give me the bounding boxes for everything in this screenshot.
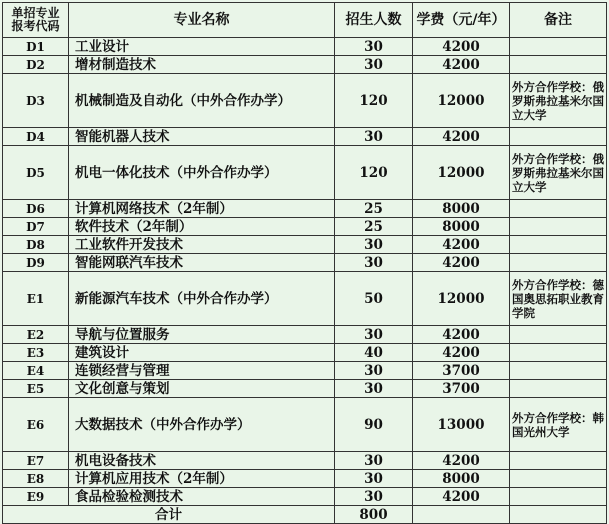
table-row — [3, 326, 607, 344]
row-name: 机电一体化技术（中外合作办学） — [69, 146, 335, 200]
row-name: 增材制造技术 — [69, 56, 335, 74]
row-note — [510, 380, 607, 398]
row-code: D6 — [3, 200, 69, 218]
row-note — [510, 452, 607, 470]
table-row — [3, 254, 607, 272]
row-fee: 12000 — [413, 146, 510, 200]
row-note — [510, 254, 607, 272]
row-note — [510, 200, 607, 218]
table-row — [3, 452, 607, 470]
row-quota: 25 — [335, 218, 413, 236]
row-fee: 8000 — [413, 470, 510, 488]
row-fee: 13000 — [413, 398, 510, 452]
row-fee: 4200 — [413, 56, 510, 74]
row-code: D5 — [3, 146, 69, 200]
row-code: E1 — [3, 272, 69, 326]
row-quota: 30 — [335, 452, 413, 470]
row-name: 软件技术（2年制） — [69, 218, 335, 236]
row-code: D1 — [3, 38, 69, 56]
row-fee: 4200 — [413, 236, 510, 254]
row-note — [510, 488, 607, 506]
table-row — [3, 470, 607, 488]
row-code: E9 — [3, 488, 69, 506]
row-code: E2 — [3, 326, 69, 344]
total-fee-cell — [413, 506, 510, 524]
row-quota: 50 — [335, 272, 413, 326]
header-note: 备注 — [510, 3, 607, 38]
row-name: 机电设备技术 — [69, 452, 335, 470]
row-fee: 12000 — [413, 74, 510, 128]
row-code: E6 — [3, 398, 69, 452]
row-quota: 90 — [335, 398, 413, 452]
table-body — [3, 38, 607, 506]
table-row — [3, 344, 607, 362]
row-name: 计算机网络技术（2年制） — [69, 200, 335, 218]
row-name: 连锁经营与管理 — [69, 362, 335, 380]
table-row — [3, 272, 607, 326]
row-fee: 12000 — [413, 272, 510, 326]
row-code: D3 — [3, 74, 69, 128]
table-row — [3, 380, 607, 398]
row-fee: 4200 — [413, 326, 510, 344]
row-name: 智能网联汽车技术 — [69, 254, 335, 272]
row-name: 文化创意与策划 — [69, 380, 335, 398]
row-quota: 30 — [335, 38, 413, 56]
row-fee: 8000 — [413, 200, 510, 218]
row-fee: 3700 — [413, 380, 510, 398]
row-name: 导航与位置服务 — [69, 326, 335, 344]
header-code: 单招专业 报考代码 — [3, 3, 69, 38]
row-code: D9 — [3, 254, 69, 272]
row-name: 新能源汽车技术（中外合作办学） — [69, 272, 335, 326]
row-fee: 4200 — [413, 488, 510, 506]
row-fee: 4200 — [413, 254, 510, 272]
row-name: 建筑设计 — [69, 344, 335, 362]
table-row — [3, 200, 607, 218]
row-note: 外方合作学校：俄罗斯弗拉基米尔国立大学 — [510, 146, 607, 200]
row-quota: 30 — [335, 236, 413, 254]
header-quota: 招生人数 — [335, 3, 413, 38]
row-note — [510, 128, 607, 146]
row-fee: 4200 — [413, 344, 510, 362]
row-name: 工业软件开发技术 — [69, 236, 335, 254]
table-row — [3, 398, 607, 452]
row-code: E5 — [3, 380, 69, 398]
row-quota: 30 — [335, 488, 413, 506]
row-fee: 8000 — [413, 218, 510, 236]
row-note — [510, 38, 607, 56]
row-quota: 120 — [335, 146, 413, 200]
header-row — [3, 3, 607, 38]
row-quota: 40 — [335, 344, 413, 362]
row-quota: 25 — [335, 200, 413, 218]
total-row — [3, 506, 607, 524]
header-name: 专业名称 — [69, 3, 335, 38]
table-row — [3, 38, 607, 56]
enrollment-table — [2, 2, 607, 524]
row-name: 工业设计 — [69, 38, 335, 56]
row-fee: 4200 — [413, 128, 510, 146]
table-row — [3, 218, 607, 236]
table-row — [3, 362, 607, 380]
row-quota: 30 — [335, 254, 413, 272]
row-note: 外方合作学校：韩国光州大学 — [510, 398, 607, 452]
row-name: 智能机器人技术 — [69, 128, 335, 146]
row-note: 外方合作学校：德国奥思拓职业教育学院 — [510, 272, 607, 326]
row-quota: 30 — [335, 56, 413, 74]
total-note-cell — [510, 506, 607, 524]
row-note — [510, 344, 607, 362]
total-label: 合计 — [3, 506, 335, 524]
table-row — [3, 146, 607, 200]
row-name: 计算机应用技术（2年制） — [69, 470, 335, 488]
row-note — [510, 236, 607, 254]
row-quota: 30 — [335, 128, 413, 146]
row-code: E3 — [3, 344, 69, 362]
row-quota: 30 — [335, 470, 413, 488]
table-row — [3, 488, 607, 506]
row-name: 大数据技术（中外合作办学） — [69, 398, 335, 452]
row-quota: 30 — [335, 362, 413, 380]
table-row — [3, 236, 607, 254]
row-name: 食品检验检测技术 — [69, 488, 335, 506]
row-fee: 3700 — [413, 362, 510, 380]
row-name: 机械制造及自动化（中外合作办学） — [69, 74, 335, 128]
row-fee: 4200 — [413, 38, 510, 56]
total-quota: 800 — [335, 506, 413, 524]
row-code: E8 — [3, 470, 69, 488]
row-fee: 4200 — [413, 452, 510, 470]
row-code: D2 — [3, 56, 69, 74]
row-code: D4 — [3, 128, 69, 146]
row-note — [510, 470, 607, 488]
row-code: D7 — [3, 218, 69, 236]
table-row — [3, 74, 607, 128]
table-row — [3, 128, 607, 146]
header-fee: 学费（元/年） — [413, 3, 510, 38]
row-quota: 30 — [335, 326, 413, 344]
table-row — [3, 56, 607, 74]
row-note: 外方合作学校：俄罗斯弗拉基米尔国立大学 — [510, 74, 607, 128]
row-code: E4 — [3, 362, 69, 380]
row-quota: 120 — [335, 74, 413, 128]
row-quota: 30 — [335, 380, 413, 398]
row-code: D8 — [3, 236, 69, 254]
row-note — [510, 56, 607, 74]
row-note — [510, 362, 607, 380]
row-note — [510, 218, 607, 236]
row-note — [510, 326, 607, 344]
row-code: E7 — [3, 452, 69, 470]
